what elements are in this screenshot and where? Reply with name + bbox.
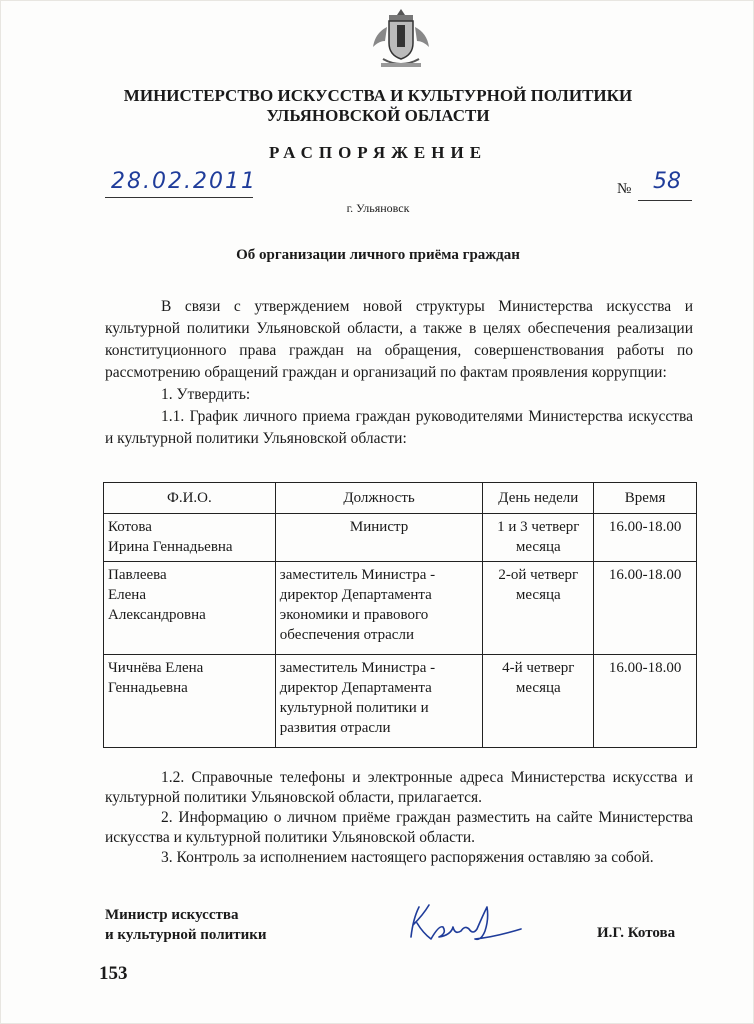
name-line: Елена bbox=[108, 587, 146, 603]
cell-time: 16.00-18.00 bbox=[594, 514, 697, 562]
cell-time: 16.00-18.00 bbox=[594, 562, 697, 655]
schedule-table bbox=[103, 482, 697, 748]
date-underline bbox=[105, 197, 253, 198]
number-sign: № bbox=[617, 181, 632, 197]
document-body bbox=[105, 296, 693, 450]
item-3: 3. Контроль за исполнением настоящего распоряжения оставляю за собой. bbox=[161, 849, 654, 866]
item-1-2: 1.2. Справочные телефоны и электронные адреса Министерства искусства и культурной политики Ульяновской области, прилагается. bbox=[105, 769, 693, 806]
cell-day: 1 и 3 четверг месяца bbox=[483, 514, 594, 562]
document-type: РАСПОРЯЖЕНИЕ bbox=[268, 143, 488, 162]
cell-position: Министр bbox=[275, 514, 483, 562]
cell-day: 4-й четверг месяца bbox=[483, 655, 594, 748]
header-day: День недели bbox=[483, 483, 594, 514]
organization-name-line1: МИНИСТЕРСТВО ИСКУССТВА И КУЛЬТУРНОЙ ПОЛИТИКИ bbox=[123, 86, 633, 105]
cell-time: 16.00-18.00 bbox=[594, 655, 697, 748]
city: г. Ульяновск bbox=[346, 201, 410, 215]
handwritten-number: 58 bbox=[653, 169, 681, 194]
cell-day: 2-ой четверг месяца bbox=[483, 562, 594, 655]
item-1-1: 1.1. График личного приема граждан руководителями Министерства искусства и культурной политики Ульяновской области: bbox=[105, 408, 693, 447]
cell-position: заместитель Министра - директор Департамента экономики и правового обеспечения отрасли bbox=[275, 562, 483, 655]
table-header-row bbox=[104, 483, 697, 514]
page-number: 153 bbox=[99, 963, 128, 984]
cell-name bbox=[104, 655, 276, 748]
signatory-name: И.Г. Котова bbox=[597, 925, 676, 941]
signatory-title-line2: и культурной политики bbox=[105, 927, 267, 943]
header-position: Должность bbox=[275, 483, 483, 514]
name-line: Александровна bbox=[108, 607, 206, 623]
handwritten-date: 28.02.2011 bbox=[111, 169, 257, 194]
header-time: Время bbox=[594, 483, 697, 514]
cell-position: заместитель Министра - директор Департамента культурной политики и развития отрасли bbox=[275, 655, 483, 748]
cell-name bbox=[104, 514, 276, 562]
name-line: Чичнёва Елена bbox=[108, 660, 204, 676]
closing-items bbox=[105, 768, 693, 868]
name-line: Котова bbox=[108, 519, 152, 535]
coat-of-arms-icon bbox=[363, 7, 439, 73]
name-line: Ирина Геннадьевна bbox=[108, 539, 233, 555]
item-1: 1. Утвердить: bbox=[161, 386, 251, 403]
organization-name-line2: УЛЬЯНОВСКОЙ ОБЛАСТИ bbox=[266, 106, 490, 125]
name-line: Павлеева bbox=[108, 567, 167, 583]
table-row bbox=[104, 562, 697, 655]
intro-paragraph: В связи с утверждением новой структуры Министерства искусства и культурной политики Ульяновской области, а также в целях обеспечения реализации конституционного права граждан на обращения, совершенствования работы по рассмотрению обращений граждан и организаций по фактам проявления коррупции: bbox=[105, 298, 693, 381]
header-name: Ф.И.О. bbox=[104, 483, 276, 514]
signatory-title-line1: Министр искусства bbox=[105, 907, 239, 923]
name-line: Геннадьевна bbox=[108, 680, 188, 696]
table-row bbox=[104, 514, 697, 562]
document-subject: Об организации личного приёма граждан bbox=[236, 247, 520, 263]
handwritten-signature bbox=[399, 897, 525, 953]
table-row bbox=[104, 655, 697, 748]
signatory-title bbox=[105, 905, 267, 945]
item-2: 2. Информацию о личном приёме граждан разместить на сайте Министерства искусства и культурной политики Ульяновской области. bbox=[105, 809, 693, 846]
cell-name bbox=[104, 562, 276, 655]
